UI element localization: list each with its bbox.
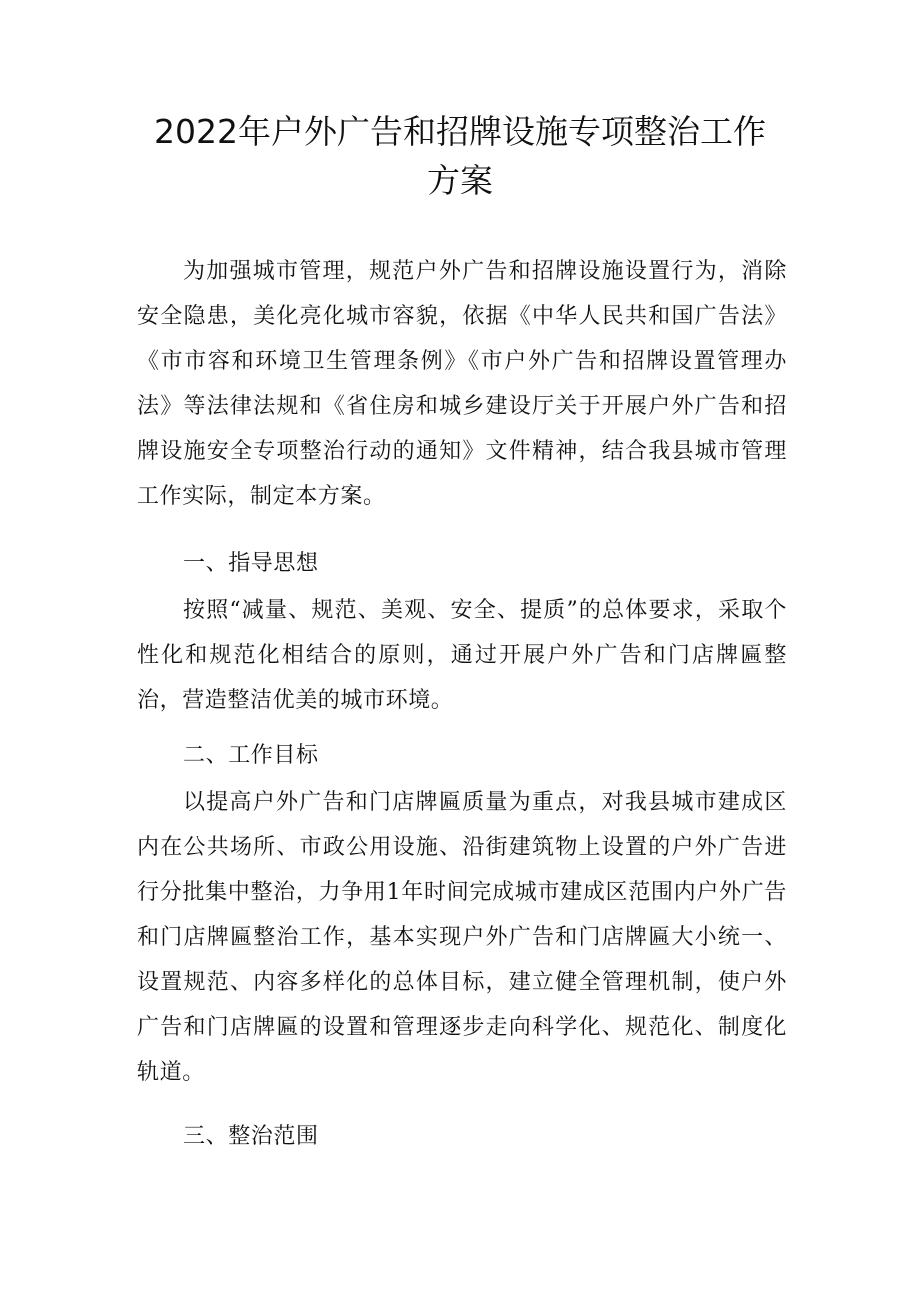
document-title-line-2: 方案 [427,161,493,200]
section-heading-work-goals: 二、工作目标 [183,743,319,768]
document-title-line-1: 2022年户外广告和招牌设施专项整治工作 [154,112,766,151]
intro-paragraph: 为加强城市管理，规范户外广告和招牌设施设置行为，消除安全隐患，美化亮化城市容貌，依据《中华人民共和国广告法》《市市容和环境卫生管理条例》《市户外广告和招牌设置管理办法》等法律法规和《省住房和城乡建设厅关于开展户外广告和招牌设施安全专项整治行动的通知》文件精神，结合我县城市管理工作实际，制定本方案。 [137,259,787,509]
section-body-work-goals: 以提高户外广告和门店牌匾质量为重点，对我县城市建成区内在公共场所、市政公用设施、沿街建筑物上设置的户外广告进行分批集中整治，力争用1年时间完成城市建成区范围内户外广告和门店牌匾整治工作，基本实现户外广告和门店牌匾大小统一、设置规范、内容多样化的总体目标，建立健全管理机制，使户外广告和门店牌匾的设置和管理逐步走向科学化、规范化、制度化轨道。 [137,790,787,1085]
section-heading-scope: 三、整治范围 [183,1124,319,1149]
section-body-guiding-ideology: 按照“减量、规范、美观、安全、提质”的总体要求，采取个性化和规范化相结合的原则，通过开展户外广告和门店牌匾整治，营造整洁优美的城市环境。 [137,598,787,713]
section-heading-guiding-ideology: 一、指导思想 [183,551,319,576]
